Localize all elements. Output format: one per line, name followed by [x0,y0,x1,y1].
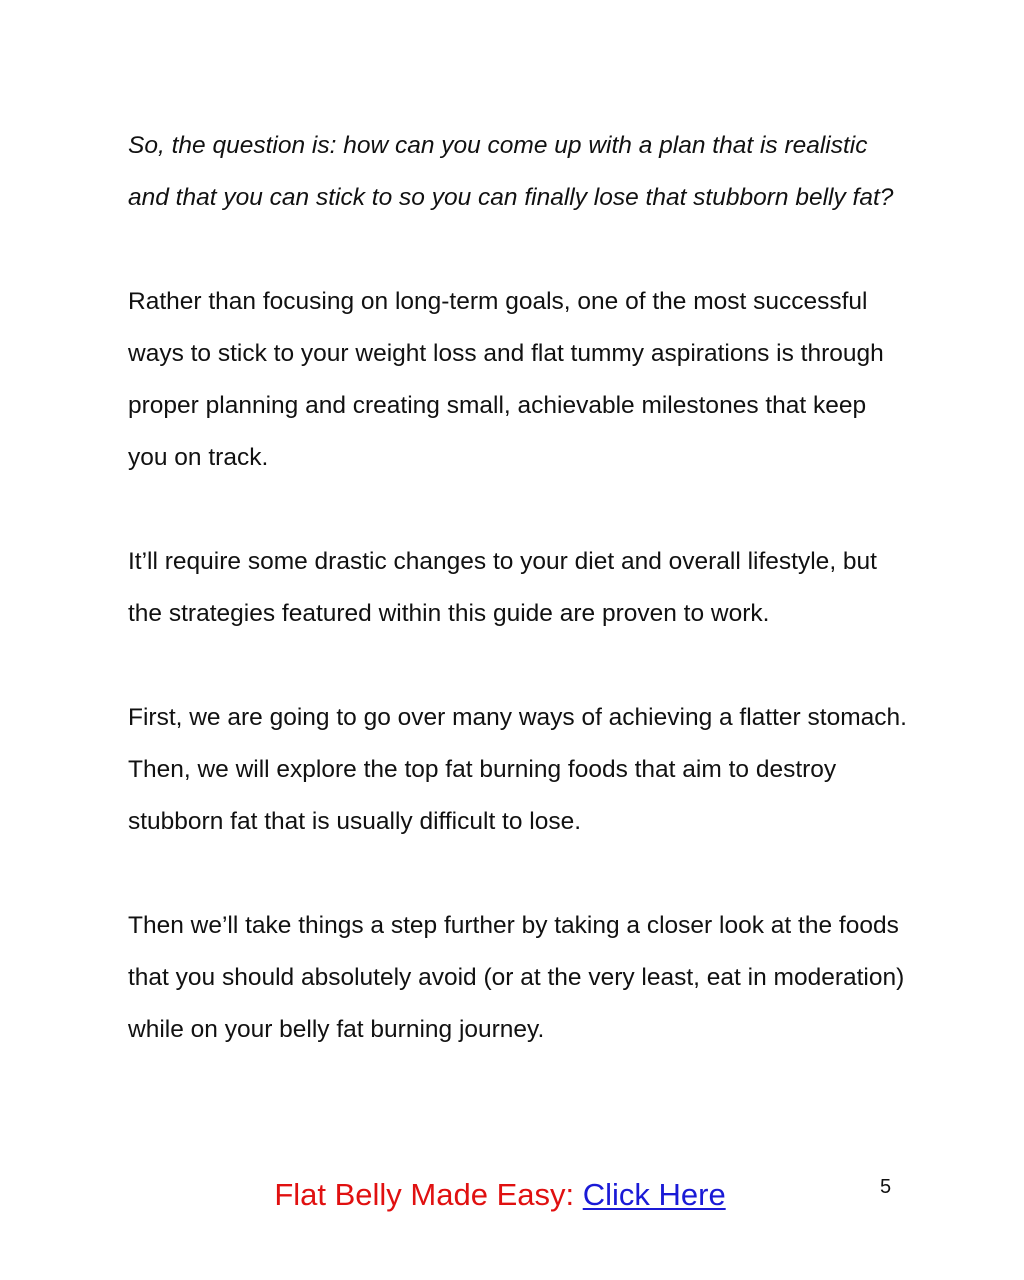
paragraph-question: So, the question is: how can you come up with a plan that is realistic and that you can stick to so you can finally lose that stubborn belly fat? [128,132,894,211]
page-number: 5 [880,1176,892,1198]
footer-label: Flat Belly Made Easy: [274,1177,583,1212]
paragraph-overview: First, we are going to go over many ways of achieving a flatter stomach. Then, we will explore the top fat burning foods that aim to destroy stubborn fat that is usually difficult to lose. [128,704,907,835]
body-text [128,120,908,1108]
paragraph-planning: Rather than focusing on long-term goals, one of the most successful ways to stick to your weight loss and flat tummy aspirations is through proper planning and creating small, achievable milestones that keep you on track. [128,288,884,471]
paragraph-avoid-foods: Then we’ll take things a step further by taking a closer look at the foods that you should absolutely avoid (or at the very least, eat in moderation) while on your belly fat burning journey. [128,912,905,1043]
paragraph-changes: It’ll require some drastic changes to your diet and overall lifestyle, but the strategies featured within this guide are proven to work. [128,548,877,627]
click-here-link[interactable]: Click Here [582,1177,726,1212]
footer-promo [0,1170,1000,1220]
